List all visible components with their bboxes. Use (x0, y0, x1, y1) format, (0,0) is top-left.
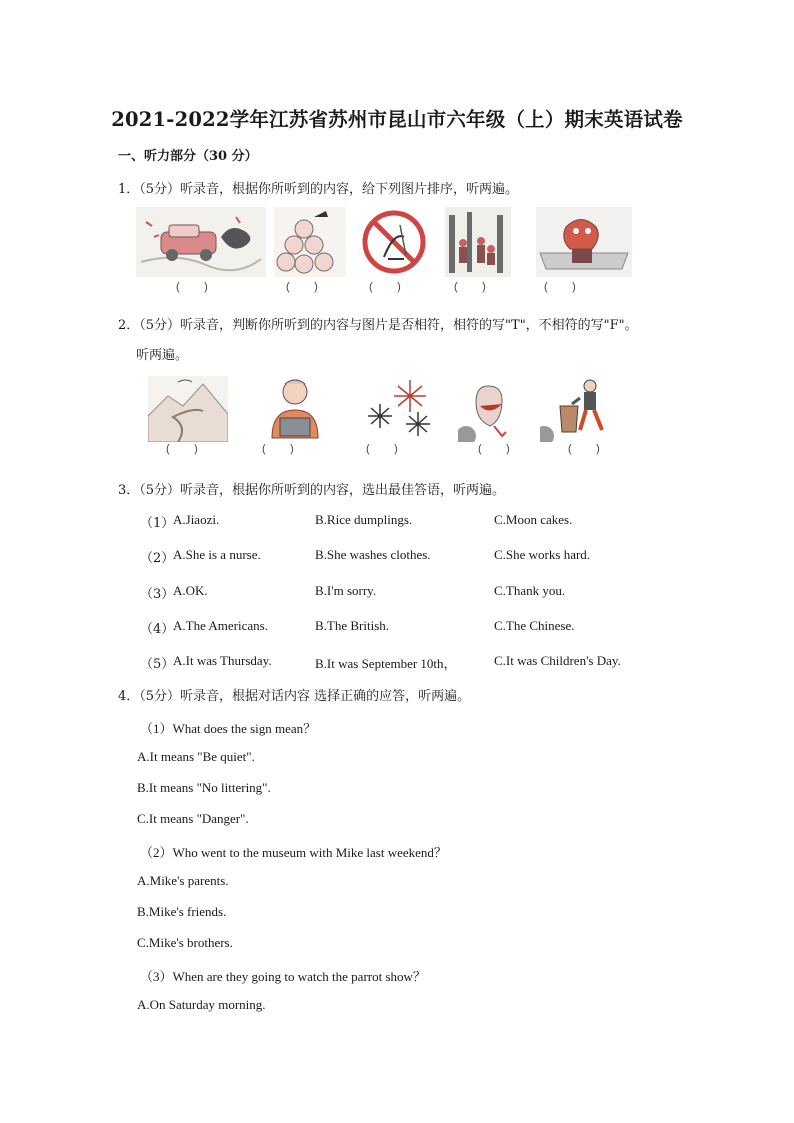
logs-icon (274, 207, 346, 277)
option-c[interactable]: C.Mike's brothers. (137, 935, 233, 950)
option-b[interactable]: B.It was September 10th， (315, 656, 457, 671)
answer-blank-5[interactable]: ( ) (568, 443, 600, 455)
answer-blank-1[interactable]: ( ) (176, 281, 208, 293)
option-a[interactable]: A.On Saturday morning. (137, 997, 266, 1012)
answer-blank-2[interactable]: ( ) (286, 281, 318, 293)
option-c[interactable]: C.She works hard. (494, 547, 591, 562)
option-b[interactable]: B.Rice dumplings. (315, 512, 413, 527)
section-heading: 一、听力部分（30 分） (118, 149, 258, 164)
option-b[interactable]: B.She washes clothes. (315, 547, 431, 562)
page-title: 2021-2022学年江苏省苏州市昆山市六年级（上）期末英语试卷 (111, 108, 683, 131)
option-number: （4） (140, 622, 175, 637)
question-2-text-cont: 听两遍。 (136, 348, 189, 363)
sub-question: （1）What does the sign mean？ (140, 721, 317, 736)
fireworks-icon (362, 376, 442, 442)
car-accident-icon (136, 207, 266, 277)
sub-question: （2）Who went to the museum with Mike last weekend？ (140, 845, 447, 860)
question-3-text: 3．（5分）听录音，根据你所听到的内容，选出最佳答语，听两遍。 (118, 483, 506, 498)
mountain-road-icon (148, 376, 228, 442)
option-b[interactable]: B.I'm sorry. (315, 583, 377, 598)
option-c[interactable]: C.It was Children's Day. (494, 653, 621, 668)
dragon-dance-icon (536, 207, 632, 277)
answer-blank-1[interactable]: ( ) (166, 443, 198, 455)
no-fishing-sign-icon (360, 207, 428, 277)
family-in-forest-icon (445, 207, 511, 277)
option-a[interactable]: A.Jiaozi. (173, 512, 220, 527)
answer-blank-4[interactable]: ( ) (454, 281, 486, 293)
option-a[interactable]: A.The Americans. (173, 618, 268, 633)
answer-blank-2[interactable]: ( ) (262, 443, 294, 455)
sub-question: （3）When are they going to watch the parrot show？ (140, 969, 426, 984)
option-b[interactable]: B.The British. (315, 618, 390, 633)
option-c[interactable]: C.It means "Danger". (137, 811, 249, 826)
option-number: （1） (140, 516, 175, 531)
option-number: （3） (140, 587, 175, 602)
question-2-text: 2．（5分）听录音，判断你所听到的内容与图片是否相符，相符的写"T"，不相符的写"F"。 (118, 318, 638, 333)
option-number: （5） (140, 657, 175, 672)
question-4-text: 4．（5分）听录音，根据对话内容 选择正确的应答，听两遍。 (118, 689, 471, 704)
option-b[interactable]: B.Mike's friends. (137, 904, 227, 919)
question-1-pictures (136, 207, 636, 293)
boy-rubbish-bin-icon (540, 376, 620, 442)
option-a[interactable]: A.It was Thursday. (173, 653, 272, 668)
question-2-pictures (136, 376, 626, 456)
answer-blank-5[interactable]: ( ) (544, 281, 576, 293)
option-b[interactable]: B.It means "No littering". (137, 780, 271, 795)
answer-blank-4[interactable]: ( ) (478, 443, 510, 455)
question-1-text: 1．（5分）听录音，根据你所听到的内容，给下列图片排序，听两遍。 (118, 182, 519, 197)
option-a[interactable]: A.It means "Be quiet". (137, 749, 255, 764)
answer-blank-3[interactable]: ( ) (366, 443, 398, 455)
option-a[interactable]: A.Mike's parents. (137, 873, 229, 888)
parrot-icon (458, 376, 518, 442)
answer-blank-3[interactable]: ( ) (369, 281, 401, 293)
option-c[interactable]: C.The Chinese. (494, 618, 575, 633)
man-laptop-icon (260, 376, 330, 442)
option-a[interactable]: A.She is a nurse. (173, 547, 261, 562)
option-c[interactable]: C.Moon cakes. (494, 512, 573, 527)
option-c[interactable]: C.Thank you. (494, 583, 566, 598)
option-number: （2） (140, 551, 175, 566)
option-a[interactable]: A.OK. (173, 583, 208, 598)
